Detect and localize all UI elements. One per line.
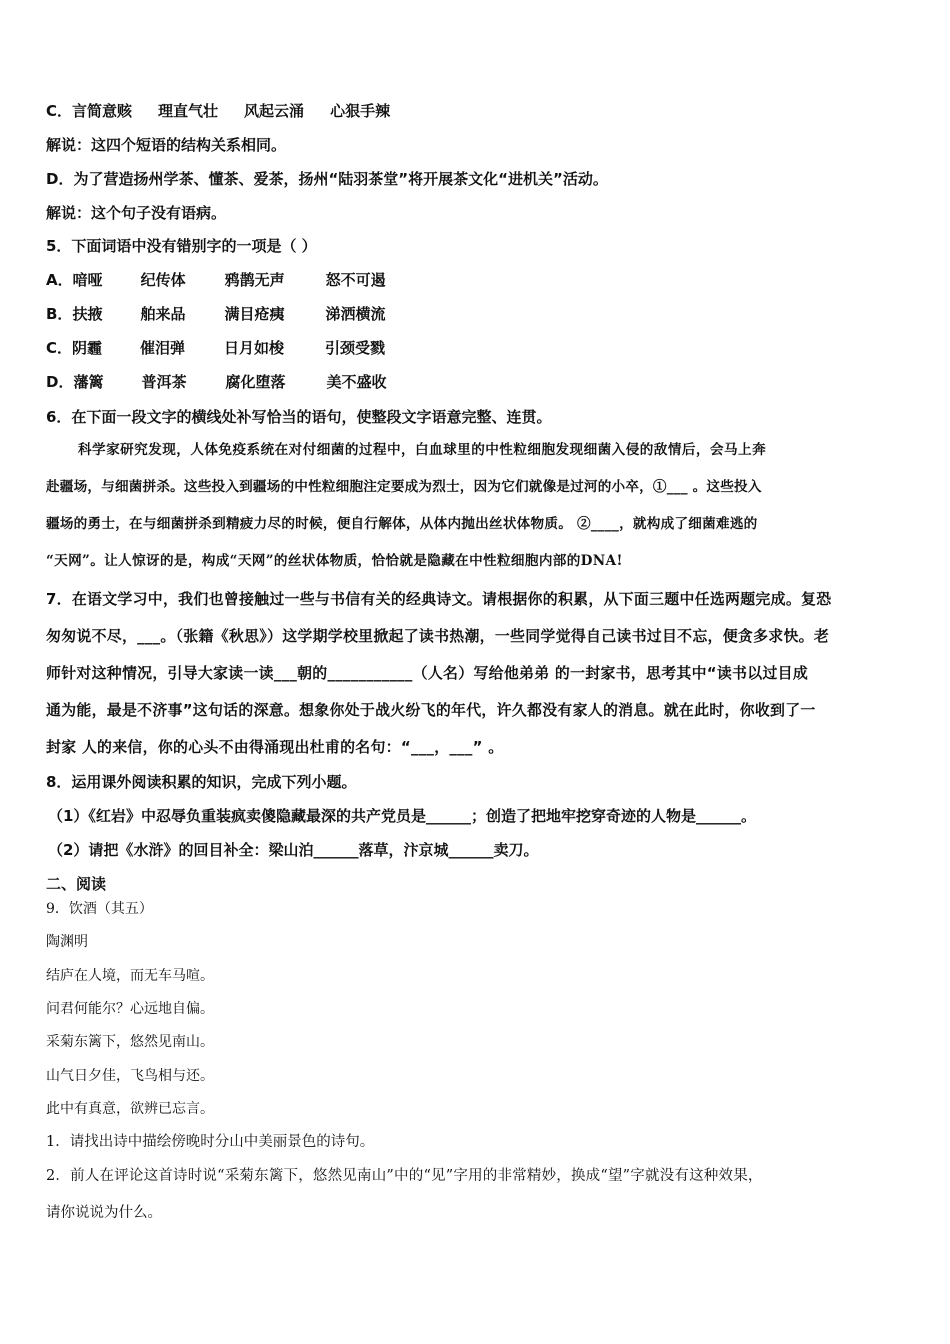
q9-title: 9．饮酒（其五） (46, 901, 153, 917)
q5-option-a: A．喑哑 纪传体 鸦鹊无声 怒不可遏 (46, 271, 386, 289)
q9-poem-line: 结庐在人境，而无车马喧。 (46, 968, 214, 984)
q7-line: 通为能，最是不济事”这句话的深意。想象你处于战火纷飞的年代，许久都没有家人的消息。就在此时，你收到了一 (46, 701, 816, 719)
q9-poem-line: 采菊东篱下，悠然见南山。 (46, 1034, 214, 1050)
q9-poem-line: 山气日夕佳，飞鸟相与还。 (46, 1068, 214, 1084)
q5-option-b: B．扶掖 舶来品 满目疮痍 涕洒横流 (46, 305, 386, 323)
section-title: 二、阅读 (46, 875, 107, 893)
q7-line: 匆匆说不尽，___。（张籍《秋思》）这学期学校里掀起了读书热潮，一些同学觉得自己读书过目不忘，便贪多求快。老 (46, 627, 830, 645)
q4-explain-c: 解说：这四个短语的结构关系相同。 (46, 136, 287, 154)
q7-line: 师针对这种情况，引导大家读一读___朝的___________（人名）写给他弟弟 的一封家书，思考其中“读书以过目成 (46, 664, 809, 682)
q9-question: 2．前人在评论这首诗时说“采菊东篱下，悠然见南山”中的“见”字用的非常精妙，换成“望”字就没有这种效果， (46, 1168, 763, 1184)
q8-stem: 8．运用课外阅读积累的知识，完成下列小题。 (46, 773, 357, 791)
q9-poem-line: 问君何能尔？心远地自偏。 (46, 1001, 214, 1017)
q8-sub2: （2）请把《水浒》的回目补全：梁山泊______落草，汴京城______卖刀。 (48, 841, 539, 859)
q5-stem: 5．下面词语中没有错别字的一项是（ ） (46, 237, 317, 255)
q6-passage-line: 疆场的勇士，在与细菌拼杀到精疲力尽的时候，便自行解体，从体内抛出丝状体物质。 ②____，就构成了细菌难逃的 (46, 516, 758, 532)
q9-poem-line: 此中有真意，欲辨已忘言。 (46, 1101, 214, 1117)
q6-passage-line: “天网”。让人惊讶的是，构成“天网”的丝状体物质，恰恰就是隐藏在中性粒细胞内部的DNA! (46, 553, 623, 569)
q7-line: 封家 人的来信，你的心头不由得涌现出杜甫的名句：“___，___” 。 (46, 738, 504, 756)
q9-author: 陶渊明 (46, 934, 88, 950)
q6-stem: 6．在下面一段文字的横线处补写恰当的语句，使整段文字语意完整、连贯。 (46, 408, 552, 426)
q7-line: 7．在语文学习中，我们也曾接触过一些与书信有关的经典诗文。请根据你的积累，从下面三题中任选两题完成。复恐 (46, 590, 832, 608)
q4-explain-d: 解说：这个句子没有语病。 (46, 204, 227, 222)
q8-sub1: （1）《红岩》中忍辱负重装疯卖傻隐藏最深的共产党员是______；创造了把地牢挖穿奇迹的人物是______。 (48, 807, 756, 825)
q5-option-d: D．藩篱 普洱茶 腐化堕落 美不盛收 (46, 373, 387, 391)
q4-option-d: D．为了营造扬州学茶、懂茶、爱茶，扬州“陆羽茶堂”将开展茶文化“进机关”活动。 (46, 170, 608, 188)
q6-passage-line: 赴疆场，与细菌拼杀。这些投入到疆场的中性粒细胞注定要成为烈士，因为它们就像是过河的小卒，①___ 。这些投入 (46, 479, 762, 495)
q5-option-c: C．阴霾 催泪弹 日月如梭 引颈受戮 (46, 339, 386, 357)
q6-passage-line: 科学家研究发现，人体免疫系统在对付细菌的过程中，白血球里的中性粒细胞发现细菌入侵的敌情后，会马上奔 (78, 442, 767, 458)
q4-option-c: C．言简意赅 理直气壮 风起云涌 心狠手辣 (46, 102, 391, 120)
q9-question: 1．请找出诗中描绘傍晚时分山中美丽景色的诗句。 (46, 1134, 375, 1150)
q9-question: 请你说说为什么。 (46, 1205, 162, 1221)
